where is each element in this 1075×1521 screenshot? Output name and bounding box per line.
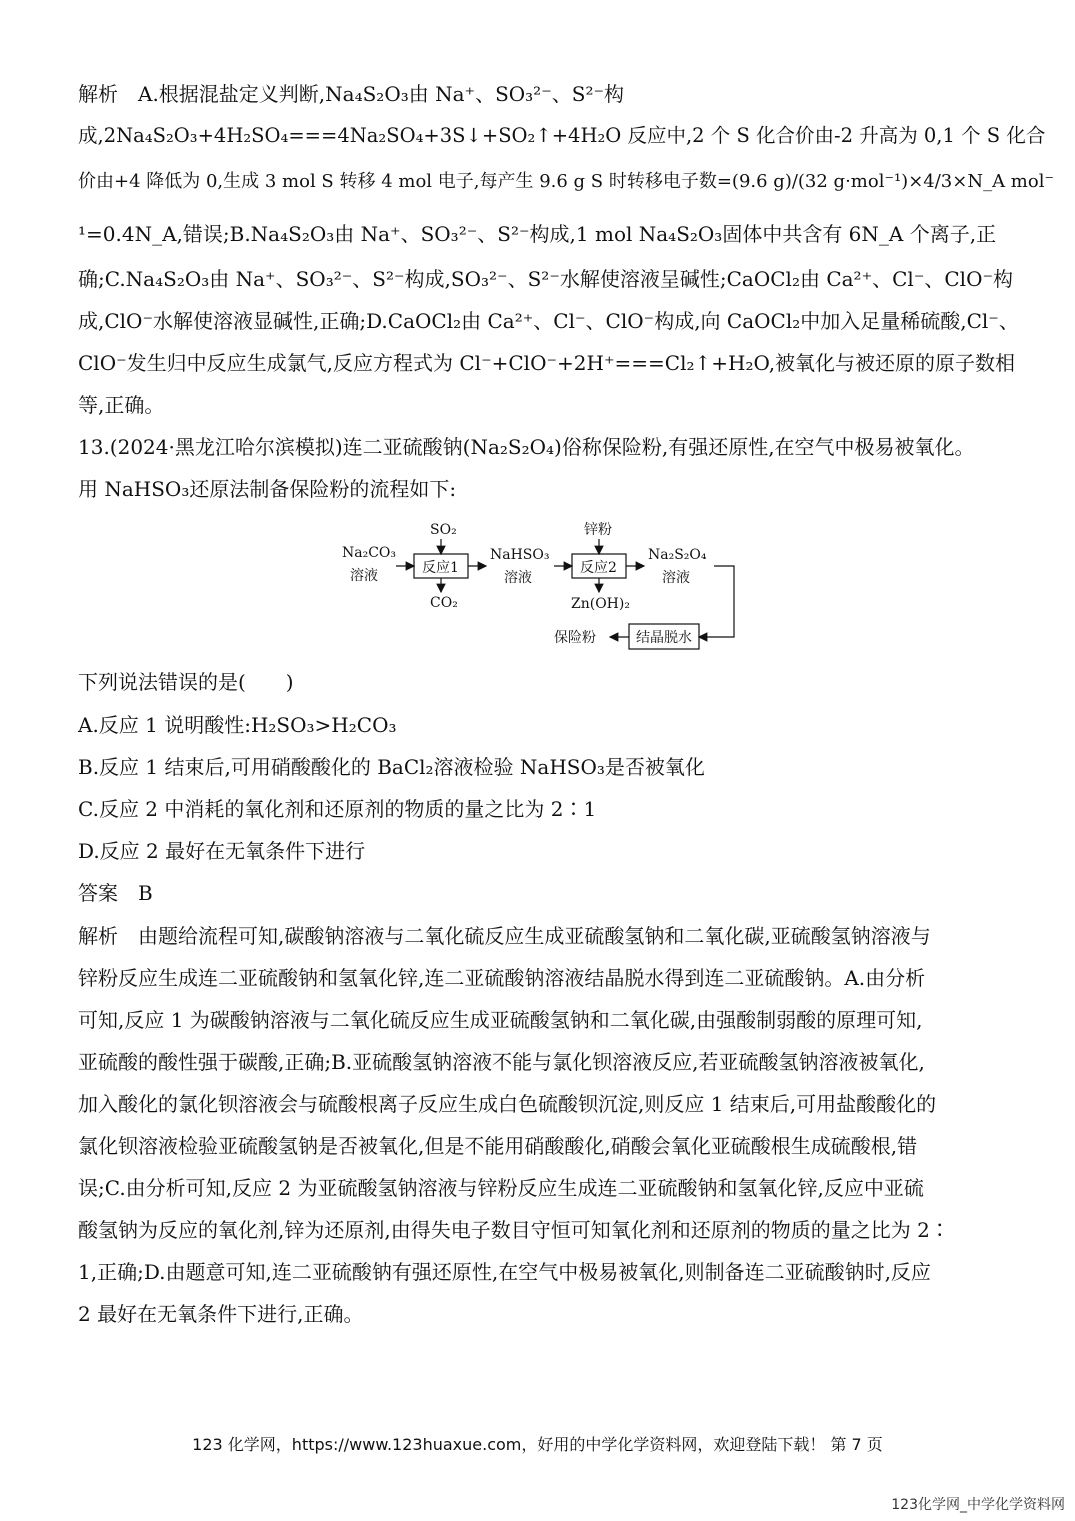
label-crystallize: 结晶脱水 xyxy=(636,630,692,646)
option-d: D.反应 2 最好在无氧条件下进行 xyxy=(78,839,366,863)
text-line: 误;C.由分析可知,反应 2 为亚硫酸氢钠溶液与锌粉反应生成连二亚硫酸钠和氢氧化锌,反应中亚硫 xyxy=(78,1176,924,1200)
text-line: 锌粉反应生成连二亚硫酸钠和氢氧化锌,连二亚硫酸钠溶液结晶脱水得到连二亚硫酸钠。A.由分析 xyxy=(78,966,926,990)
text-line: 价由+4 降低为 0,生成 3 mol S 转移 4 mol 电子,每产生 9.6 g S 时转移电子数=(9.6 g)/(32 g·mol⁻¹)×4/3×N_A mol⁻ xyxy=(78,171,1054,192)
text-line: 成,2Na₄S₂O₃+4H₂SO₄===4Na₂SO₄+3S↓+SO₂↑+4H₂O 反应中,2 个 S 化合价由-2 升高为 0,1 个 S 化合 xyxy=(78,124,1046,147)
label-so2: SO₂ xyxy=(430,522,457,538)
text-line: 1,正确;D.由题意可知,连二亚硫酸钠有强还原性,在空气中极易被氧化,则制备连二亚硫酸钠时,反应 xyxy=(78,1260,931,1284)
label-co2: CO₂ xyxy=(430,595,458,611)
text-line: 可知,反应 1 为碳酸钠溶液与二氧化硫反应生成亚硫酸氢钠和二氧化碳,由强酸制弱酸的原理可知, xyxy=(78,1008,923,1032)
option-b: B.反应 1 结束后,可用硝酸酸化的 BaCl₂溶液检验 NaHSO₃是否被氧化 xyxy=(78,755,705,779)
label-reaction1: 反应1 xyxy=(422,560,459,576)
label-na2s2o4: Na₂S₂O₄ xyxy=(648,547,707,563)
question-prompt: 下列说法错误的是( ) xyxy=(78,670,294,694)
option-a: A.反应 1 说明酸性:H₂SO₃>H₂CO₃ xyxy=(78,713,397,737)
text-line: ClO⁻发生归中反应生成氯气,反应方程式为 Cl⁻+ClO⁻+2H⁺===Cl₂↑+H₂O,被氧化与被还原的原子数相 xyxy=(78,351,1016,375)
text-line: 解析 由题给流程可知,碳酸钠溶液与二氧化硫反应生成亚硫酸氢钠和二氧化碳,亚硫酸氢钠溶液与 xyxy=(78,924,931,948)
text-line: 亚硫酸的酸性强于碳酸,正确;B.亚硫酸氢钠溶液不能与氯化钡溶液反应,若亚硫酸氢钠溶液被氧化, xyxy=(78,1050,925,1074)
question-stem: 用 NaHSO₃还原法制备保险粉的流程如下: xyxy=(78,477,457,501)
label-solution: 溶液 xyxy=(662,570,690,586)
flow-diagram xyxy=(330,512,760,662)
page-footer: 123 化学网，https://www.123huaxue.com，好用的中学化学资料网，欢迎登陆下载！ 第 7 页 xyxy=(192,1435,883,1454)
text-line: 成,ClO⁻水解使溶液显碱性,正确;D.CaOCl₂由 Ca²⁺、Cl⁻、ClO⁻构成,向 CaOCl₂中加入足量稀硫酸,Cl⁻、 xyxy=(78,309,1019,333)
label-znoh2: Zn(OH)₂ xyxy=(571,596,630,612)
label-solution: 溶液 xyxy=(504,570,532,586)
text-line: ¹=0.4N_A,错误;B.Na₄S₂O₃由 Na⁺、SO₃²⁻、S²⁻构成,1 mol Na₄S₂O₃固体中共含有 6N_A 个离子,正 xyxy=(78,222,997,246)
label-na2co3: Na₂CO₃ xyxy=(342,545,397,561)
watermark: 123化学网_中学化学资料网 xyxy=(891,1497,1065,1513)
label-product: 保险粉 xyxy=(554,630,596,646)
text-line: 确;C.Na₄S₂O₃由 Na⁺、SO₃²⁻、S²⁻构成,SO₃²⁻、S²⁻水解使溶液呈碱性;CaOCl₂由 Ca²⁺、Cl⁻、ClO⁻构 xyxy=(78,267,1014,291)
text-line: 加入酸化的氯化钡溶液会与硫酸根离子反应生成白色硫酸钡沉淀,则反应 1 结束后,可用盐酸酸化的 xyxy=(78,1092,937,1116)
label-zinc: 锌粉 xyxy=(584,522,612,538)
answer: 答案 B xyxy=(78,881,153,905)
label-nahso3: NaHSO₃ xyxy=(490,547,550,563)
question-stem: 13.(2024·黑龙江哈尔滨模拟)连二亚硫酸钠(Na₂S₂O₄)俗称保险粉,有强还原性,在空气中极易被氧化。 xyxy=(78,435,975,459)
text-line: 酸氢钠为反应的氧化剂,锌为还原剂,由得失电子数目守恒可知氧化剂和还原剂的物质的量之比为 2∶ xyxy=(78,1218,950,1242)
label-solution: 溶液 xyxy=(350,568,378,584)
text-line: 解析 A.根据混盐定义判断,Na₄S₂O₃由 Na⁺、SO₃²⁻、S²⁻构 xyxy=(78,82,625,106)
text-line: 2 最好在无氧条件下进行,正确。 xyxy=(78,1302,364,1326)
text-line: 等,正确。 xyxy=(78,393,165,417)
text-line: 氯化钡溶液检验亚硫酸氢钠是否被氧化,但是不能用硝酸酸化,硝酸会氧化亚硫酸根生成硫酸根,错 xyxy=(78,1134,918,1158)
label-reaction2: 反应2 xyxy=(580,560,617,576)
option-c: C.反应 2 中消耗的氧化剂和还原剂的物质的量之比为 2∶1 xyxy=(78,797,597,821)
